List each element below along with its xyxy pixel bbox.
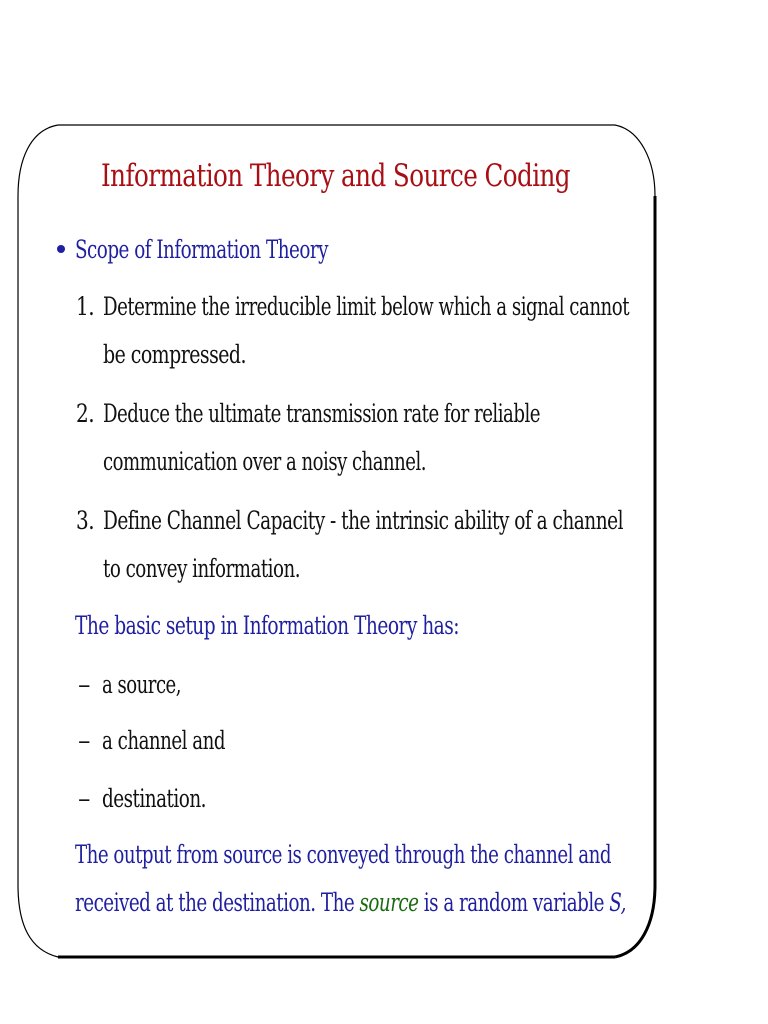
dash-2-marker: – (78, 726, 90, 755)
item-3-line-1: Define Channel Capacity - the intrinsic ability of a channel (103, 506, 623, 535)
bullet-scope: Scope of Information Theory (75, 235, 328, 264)
dash-item-source: a source, (102, 670, 181, 699)
frame-top-right-arc (615, 125, 655, 196)
item-2-line-2: communication over a noisy channel. (103, 447, 426, 476)
item-2-line-1: Deduce the ultimate transmission rate for reliable (103, 399, 540, 428)
frame-bottom-left-arc (18, 885, 58, 957)
frame-top-left-arc (18, 125, 58, 196)
variable-s: S, (609, 888, 626, 917)
slide-title: Information Theory and Source Coding (101, 158, 570, 194)
dash-item-destination: destination. (102, 784, 206, 813)
closing-line-2-end: is a random variable (423, 888, 604, 917)
item-1-number: 1. (76, 292, 94, 321)
closing-line-1: The output from source is conveyed through the channel and (75, 840, 611, 869)
closing-line-2-start: received at the destination. The (75, 888, 355, 917)
item-3-number: 3. (76, 506, 94, 535)
dash-3-marker: – (78, 784, 90, 813)
closing-line-2 (75, 888, 626, 918)
dash-item-channel: a channel and (102, 726, 225, 755)
item-1-line-2: be compressed. (103, 340, 246, 369)
bullet-dot (57, 245, 65, 253)
item-3-line-2: to convey information. (103, 554, 300, 583)
item-1-line-1: Determine the irreducible limit below which a signal cannot (103, 292, 629, 321)
dash-1-marker: – (78, 670, 90, 699)
setup-intro: The basic setup in Information Theory has: (75, 611, 459, 640)
emphasis-source: source (359, 888, 419, 917)
item-2-number: 2. (76, 399, 94, 428)
